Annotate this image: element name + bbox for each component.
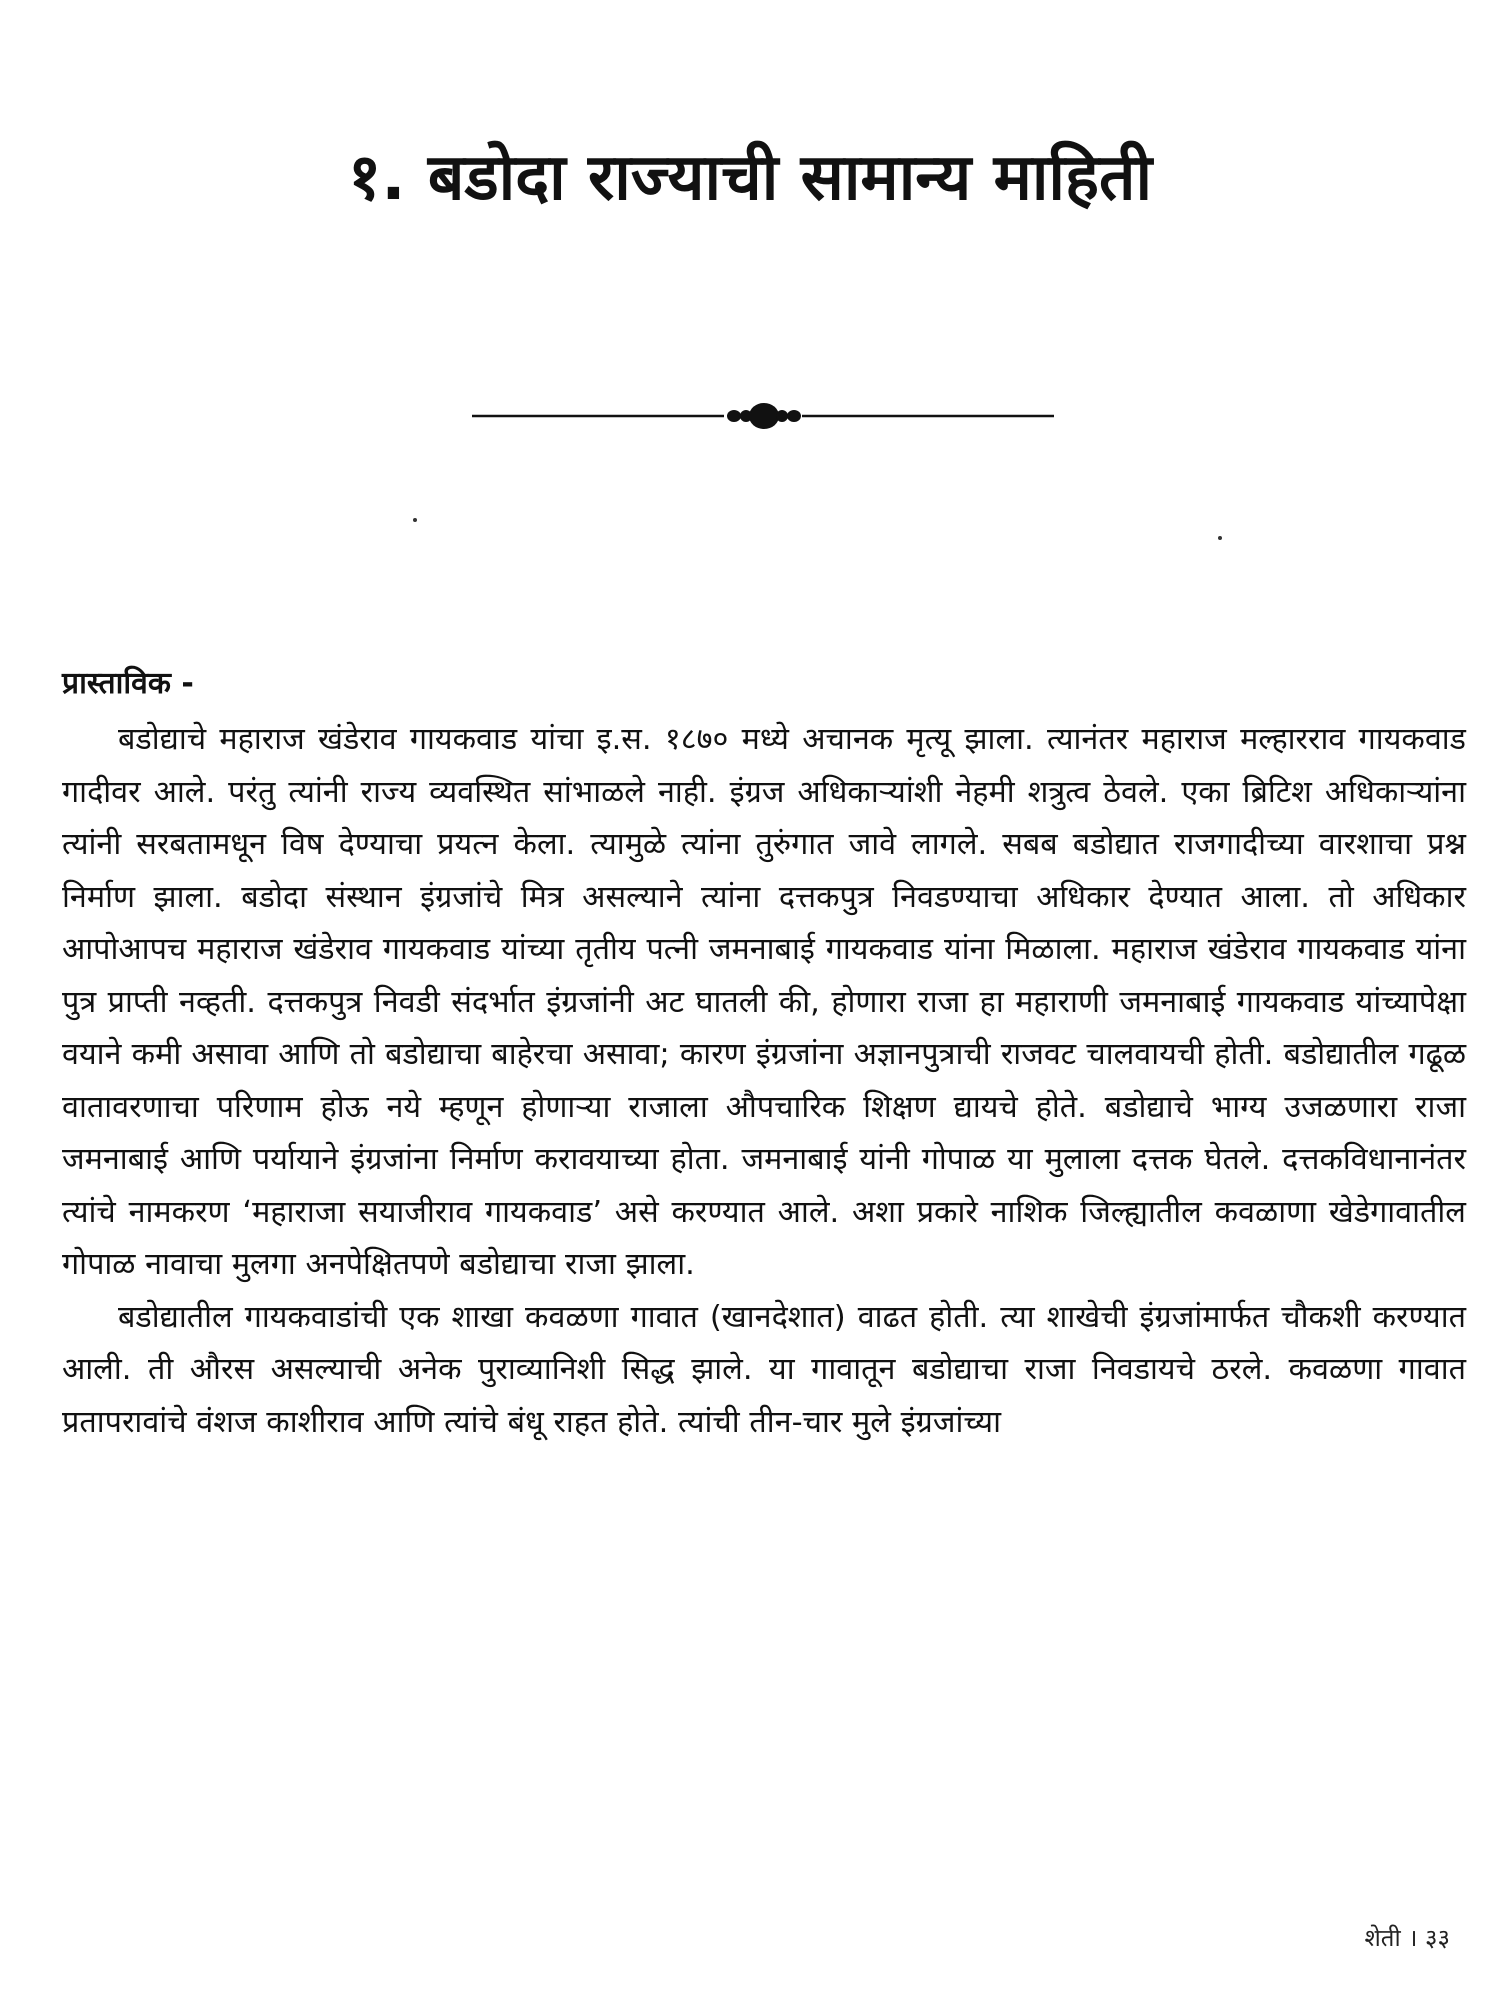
- paragraph: बडोद्याचे महाराज खंडेराव गायकवाड यांचा इ.स. १८७० मध्ये अचानक मृत्यू झाला. त्यानंतर महाराज मल्हारराव गायकवाड गादीवर आले. परंतु त्यांनी राज्य व्यवस्थित सांभाळले नाही. इंग्रज अधिकाऱ्यांशी नेहमी शत्रुत्व ठेवले. एका ब्रिटिश अधिकाऱ्यांना त्यांनी सरबतामधून विष देण्याचा प्रयत्न केला. त्यामुळे त्यांना तुरुंगात जावे लागले. सबब बडोद्यात राजगादीच्या वारशाचा प्रश्न निर्माण झाला. बडोदा संस्थान इंग्रजांचे मित्र असल्याने त्यांना दत्तकपुत्र निवडण्याचा अधिकार देण्यात आला. तो अधिकार आपोआपच महाराज खंडेराव गायकवाड यांच्या तृतीय पत्नी जमनाबाई गायकवाड यांना मिळाला. महाराज खंडेराव गायकवाड यांना पुत्र प्राप्ती नव्हती. दत्तकपुत्र निवडी संदर्भात इंग्रजांनी अट घातली की, होणारा राजा हा महाराणी जमनाबाई गायकवाड यांच्यापेक्षा वयाने कमी असावा आणि तो बडोद्याचा बाहेरचा असावा; कारण इंग्रजांना अज्ञानपुत्राची राजवट चालवायची होती. बडोद्यातील गढूळ वातावरणाचा परिणाम होऊ नये म्हणून होणाऱ्या राजाला औपचारिक शिक्षण द्यायचे होते. बडोद्याचे भाग्य उजळणारा राजा जमनाबाई आणि पर्यायाने इंग्रजांना निर्माण करावयाच्या होता. जमनाबाई यांनी गोपाळ या मुलाला दत्तक घेतले. दत्तकविधानानंतर त्यांचे नामकरण ‘महाराजा सयाजीराव गायकवाड’ असे करण्यात आले. अशा प्रकारे नाशिक जिल्ह्यातील कवळाणा खेडेगावातील गोपाळ नावाचा मुलगा अनपेक्षितपणे बडोद्याचा राजा झाला.: [62, 722, 1466, 1282]
- ornament-center-dot: [749, 403, 779, 429]
- page-footer: शेती । ३३: [1364, 1924, 1450, 1952]
- ornament-small-dot-left: [727, 410, 741, 422]
- ornament-small-dot-right-inner: [776, 410, 788, 422]
- ornament-divider: [472, 396, 1054, 436]
- paragraph: बडोद्यातील गायकवाडांची एक शाखा कवळणा गावात (खानदेशात) वाढत होती. त्या शाखेची इंग्रजांमार्फत चौकशी करण्यात आली. ती औरस असल्याची अनेक पुराव्यानिशी सिद्ध झाले. या गावातून बडोद्याचा राजा निवडायचे ठरले. कवळणा गावात प्रतापरावांचे वंशज काशीराव आणि त्यांचे बंधू राहत होते. त्यांची तीन-चार मुले इंग्रजांच्या: [62, 1299, 1466, 1440]
- scan-speck: [413, 518, 417, 522]
- main-content: [62, 660, 1466, 1449]
- ornament-small-dot-right: [787, 410, 801, 422]
- section-heading: प्रास्ताविक -: [62, 666, 194, 701]
- scan-speck: [1218, 536, 1222, 540]
- chapter-title: १. बडोदा राज्याची सामान्य माहिती: [347, 141, 1153, 215]
